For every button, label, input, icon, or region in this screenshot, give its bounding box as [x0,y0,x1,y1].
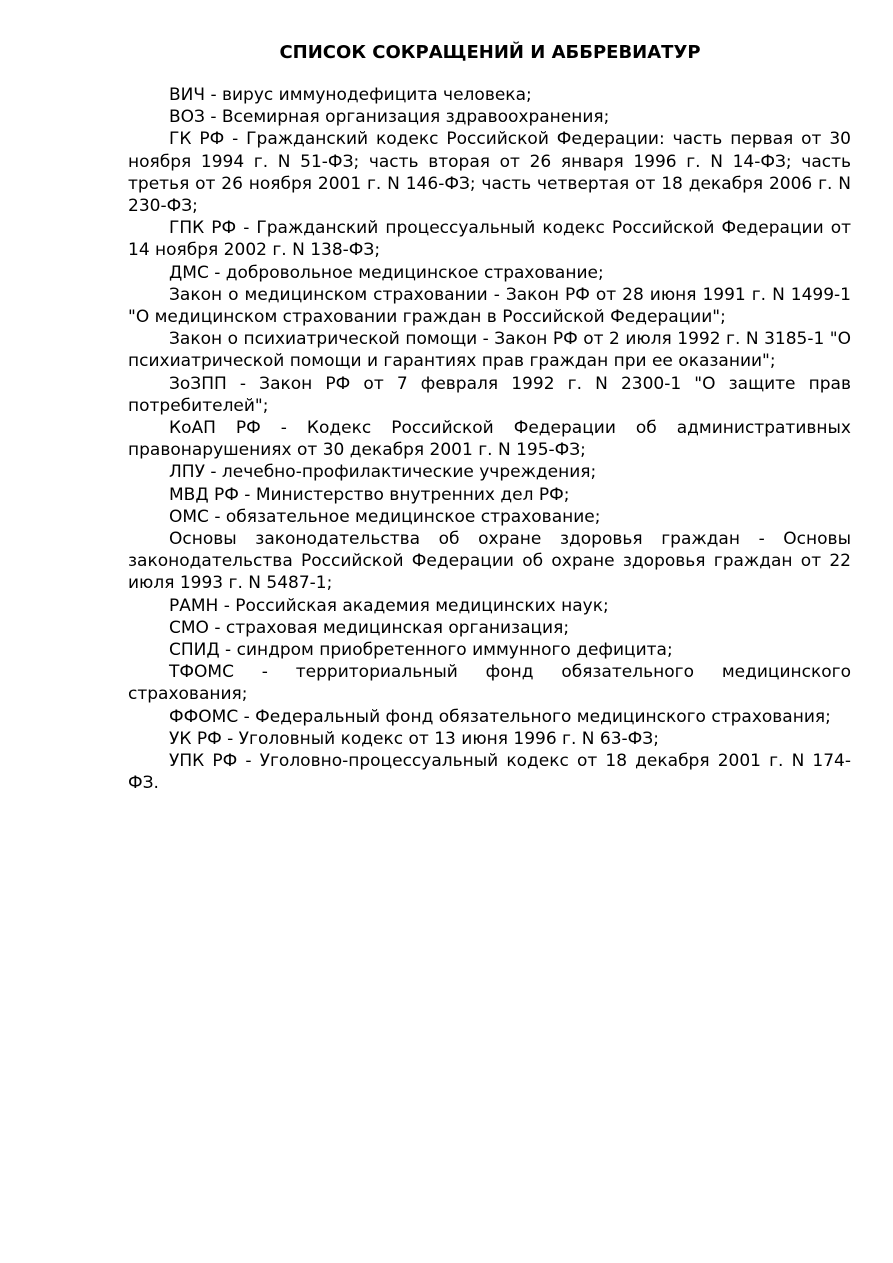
abbreviation-entry: УК РФ - Уголовный кодекс от 13 июня 1996 г. N 63-ФЗ; [169,728,659,749]
abbreviation-entry: СМО - страховая медицинская организация; [169,617,570,638]
abbreviation-entry: СПИД - синдром приобретенного иммунного дефицита; [169,640,673,661]
abbreviation-entry: ТФОМС - территориальный фонд обязательного медицинского страхования; [128,662,851,705]
abbreviation-entry: Основы законодательства об охране здоровья граждан - Основы законодательства Российской Федерации об охране здоровья граждан от 22 июля 1993 г. N 5487-1; [128,529,851,594]
abbreviation-entry: ОМС - обязательное медицинское страхование; [169,506,601,527]
abbreviation-entry: ЗоЗПП - Закон РФ от 7 февраля 1992 г. N 2300-1 "О защите прав потребителей"; [128,373,851,416]
abbreviation-entry: КоАП РФ - Кодекс Российской Федерации об административных правонарушениях от 30 декабря 2001 г. N 195-ФЗ; [128,418,851,461]
page-title: СПИСОК СОКРАЩЕНИЙ И АББРЕВИАТУР [279,42,701,63]
abbreviation-entry: ЛПУ - лечебно-профилактические учреждения; [169,462,597,483]
abbreviation-entry: Закон о медицинском страховании - Закон РФ от 28 июня 1991 г. N 1499-1 "О медицинском страховании граждан в Российской Федерации"; [128,284,851,328]
abbreviation-entry: РАМН - Российская академия медицинских наук; [169,595,609,616]
abbreviation-entry: МВД РФ - Министерство внутренних дел РФ; [169,484,570,505]
abbreviation-entry: ВИЧ - вирус иммунодефицита человека; [169,85,532,105]
abbreviation-entry: ФФОМС - Федеральный фонд обязательного медицинского страхования; [169,706,831,727]
abbreviation-entry: УПК РФ - Уголовно-процессуальный кодекс от 18 декабря 2001 г. N 174-ФЗ. [128,751,851,794]
abbreviation-entry: ГПК РФ - Гражданский процессуальный кодекс Российской Федерации от 14 ноября 2002 г. N 138-ФЗ; [128,218,851,261]
abbreviation-entry: ВОЗ - Всемирная организация здравоохранения; [169,107,610,128]
abbreviation-list [128,84,851,795]
abbreviation-entry: ГК РФ - Гражданский кодекс Российской Федерации: часть первая от 30 ноября 1994 г. N 51-ФЗ; часть вторая от 26 января 1996 г. N 14-ФЗ; часть третья от 26 ноября 2001 г. N 146-ФЗ; часть четвертая от 18 декабря 2006 г. N 230-ФЗ; [128,129,851,217]
abbreviation-entry: ДМС - добровольное медицинское страхование; [169,262,604,283]
abbreviation-entry: Закон о психиатрической помощи - Закон РФ от 2 июля 1992 г. N 3185-1 "О психиатрической помощи и гарантиях прав граждан при ее оказании"; [128,329,851,372]
